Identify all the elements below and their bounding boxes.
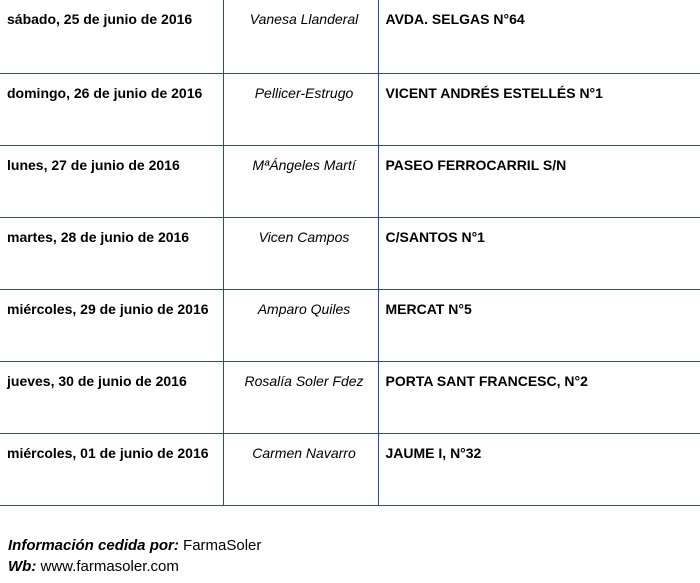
pharmacist-cell: Vanesa Llanderal	[223, 0, 378, 73]
pharmacist-cell: MªÁngeles Martí	[223, 145, 378, 217]
address-cell: AVDA. SELGAS N°64	[378, 0, 700, 73]
source-credit	[8, 536, 261, 556]
date-cell: martes, 28 de junio de 2016	[0, 217, 223, 289]
website-link[interactable]: www.farmasoler.com	[36, 558, 179, 575]
pharmacist-cell: Pellicer-Estrugo	[223, 73, 378, 145]
pharmacist-cell: Amparo Quiles	[223, 289, 378, 361]
address-cell: PORTA SANT FRANCESC, N°2	[378, 361, 700, 433]
address-cell: JAUME I, N°32	[378, 433, 700, 505]
website-label: Wb:	[8, 558, 37, 575]
date-cell: miércoles, 01 de junio de 2016	[0, 433, 223, 505]
source-credit-label: Información cedida por:	[8, 537, 179, 554]
pharmacist-cell: Carmen Navarro	[223, 433, 378, 505]
source-credit-value: FarmaSoler	[178, 537, 262, 554]
table-row	[0, 289, 700, 361]
table-row	[0, 217, 700, 289]
address-cell: PASEO FERROCARRIL S/N	[378, 145, 700, 217]
address-cell: VICENT ANDRÉS ESTELLÉS N°1	[378, 73, 700, 145]
table-row	[0, 73, 700, 145]
table-row	[0, 145, 700, 217]
date-cell: jueves, 30 de junio de 2016	[0, 361, 223, 433]
table-row	[0, 433, 700, 505]
pharmacist-cell: Vicen Campos	[223, 217, 378, 289]
table-row	[0, 0, 700, 73]
address-cell: MERCAT N°5	[378, 289, 700, 361]
date-cell: lunes, 27 de junio de 2016	[0, 145, 223, 217]
address-cell: C/SANTOS N°1	[378, 217, 700, 289]
date-cell: domingo, 26 de junio de 2016	[0, 73, 223, 145]
date-cell: sábado, 25 de junio de 2016	[0, 0, 223, 73]
table-row	[0, 361, 700, 433]
pharmacist-cell: Rosalía Soler Fdez	[223, 361, 378, 433]
website-line	[8, 557, 179, 577]
date-cell: miércoles, 29 de junio de 2016	[0, 289, 223, 361]
